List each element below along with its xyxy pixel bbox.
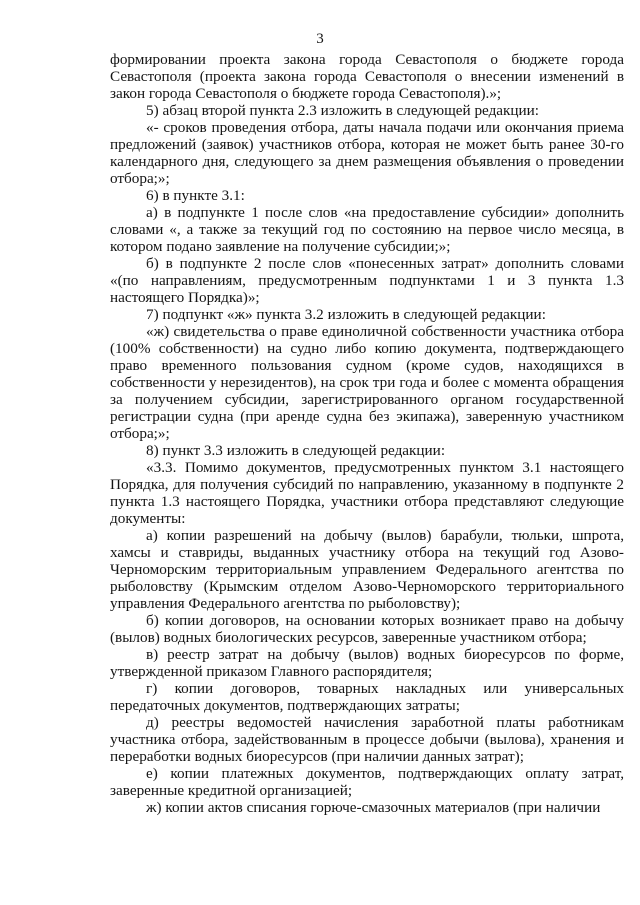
paragraph: а) копии разрешений на добычу (вылов) барабули, тюльки, шпрота, хамсы и ставриды, выданных участнику отбора на текущий год Азово-Черноморским территориальным управлением Федерального агентства по рыболовству (Крымским отделом Азово-Черноморского территориального управления Федерального агентства по рыболовству);: [110, 527, 624, 612]
paragraph: ж) копии актов списания горюче-смазочных материалов (при наличии: [146, 799, 601, 816]
paragraph: 8) пункт 3.3 изложить в следующей редакции:: [146, 442, 446, 459]
paragraph: г) копии договоров, товарных накладных или универсальных передаточных документов, подтверждающих затраты;: [110, 680, 624, 714]
paragraph: формировании проекта закона города Севастополя о бюджете города Севастополя (проекта закона города Севастополя о внесении изменений в закон города Севастополя о бюджете города Севастополя).»;: [110, 51, 624, 102]
paragraph: 5) абзац второй пункта 2.3 изложить в следующей редакции:: [146, 102, 540, 119]
paragraph: а) в подпункте 1 после слов «на предоставление субсидии» дополнить словами «, а также за текущий год по состоянию на первое число месяца, в котором подано заявление на получение субсидии;»;: [110, 204, 624, 255]
paragraph: 6) в пункте 3.1:: [146, 187, 245, 204]
paragraph: 7) подпункт «ж» пункта 3.2 изложить в следующей редакции:: [146, 306, 546, 323]
paragraph: е) копии платежных документов, подтверждающих оплату затрат, заверенные кредитной организацией;: [110, 765, 624, 799]
page-number: 3: [316, 31, 324, 47]
document-body: [110, 51, 624, 816]
paragraph: «3.3. Помимо документов, предусмотренных пунктом 3.1 настоящего Порядка, для получения субсидий по направлению, указанному в подпункте 2 пункта 1.3 настоящего Порядка, участники отбора представляют следующие документы:: [110, 459, 624, 527]
paragraph: в) реестр затрат на добычу (вылов) водных биоресурсов по форме, утвержденной приказом Главного распорядителя;: [110, 646, 624, 680]
paragraph: б) в подпункте 2 после слов «понесенных затрат» дополнить словами «(по направлениям, предусмотренным подпунктами 1 и 3 пункта 1.3 настоящего Порядка)»;: [110, 255, 624, 306]
paragraph: «ж) свидетельства о праве единоличной собственности участника отбора (100% собственности) на судно либо копию документа, подтверждающего право временного пользования судном (кроме судов, находящихся в собственности у нерезидентов), на срок три года и более с момента обращения за получением субсидии, зарегистрированного органом государственной регистрации судна (при аренде судна без экипажа), заверенную участником отбора;»;: [110, 323, 624, 442]
paragraph: «- сроков проведения отбора, даты начала подачи или окончания приема предложений (заявок) участников отбора, которая не может быть ранее 30-го календарного дня, следующего за днем размещения объявления о проведении отбора;»;: [110, 119, 624, 187]
paragraph: б) копии договоров, на основании которых возникает право на добычу (вылов) водных биологических ресурсов, заверенные участником отбора;: [110, 612, 624, 646]
paragraph: д) реестры ведомостей начисления заработной платы работникам участника отбора, задействованным в процессе добычи (вылова), хранения и переработки водных биоресурсов (при наличии данных затрат);: [110, 714, 624, 765]
